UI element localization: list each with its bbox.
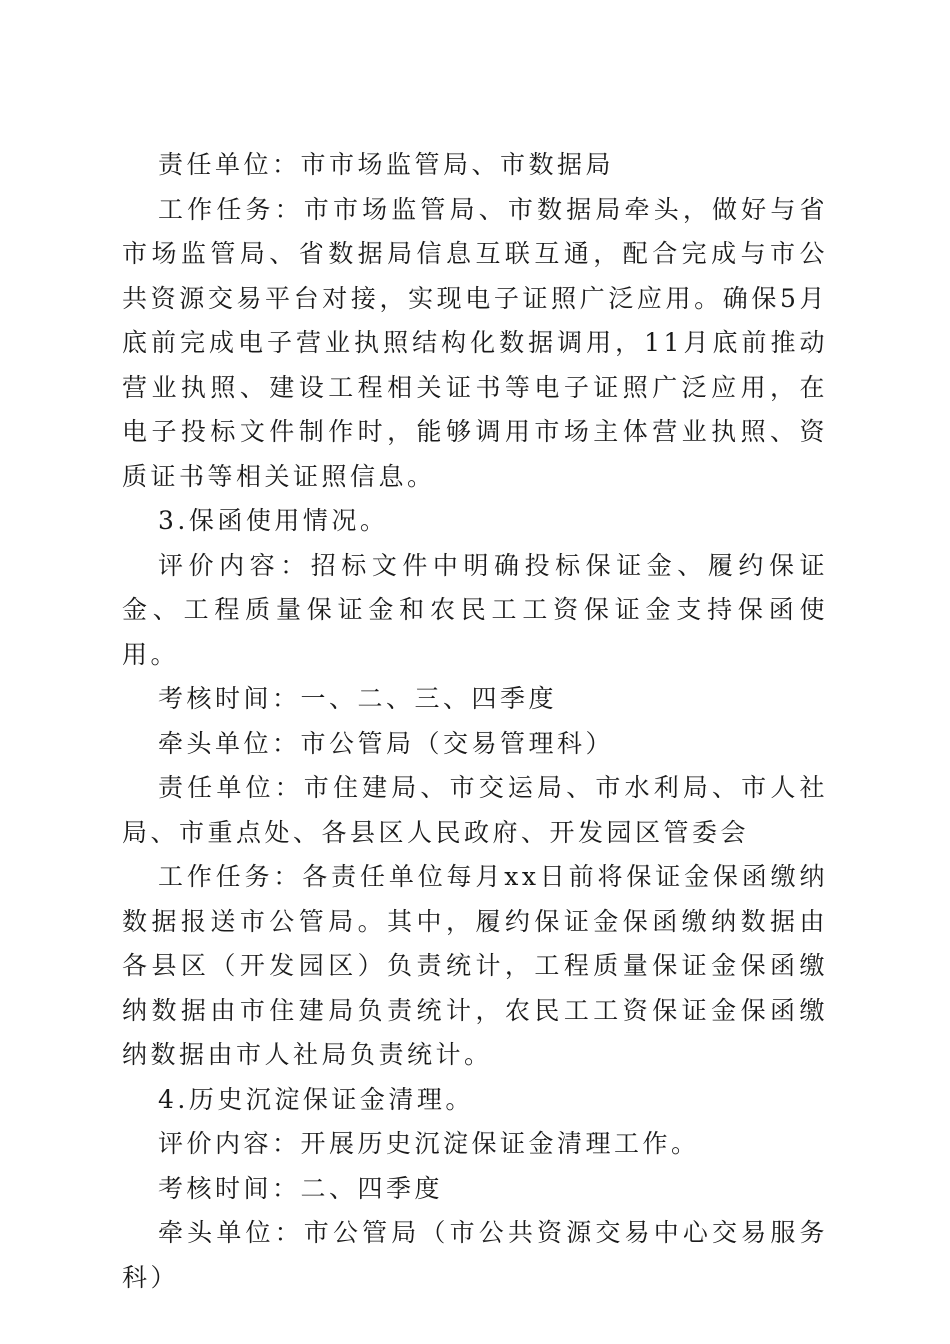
paragraph-evaluation-content-1: 评价内容：招标文件中明确投标保证金、履约保证金、工程质量保证金和农民工工资保证金支持保函使用。 bbox=[122, 550, 828, 669]
paragraph-evaluation-content-2: 评价内容：开展历史沉淀保证金清理工作。 bbox=[158, 1129, 700, 1158]
document-body bbox=[122, 143, 828, 1300]
paragraph-lead-unit-2: 牵头单位：市公管局（市公共资源交易中心交易服务科） bbox=[122, 1218, 828, 1292]
paragraph-responsible-unit-2: 责任单位：市住建局、市交运局、市水利局、市人社局、市重点处、各县区人民政府、开发园区管委会 bbox=[122, 773, 828, 847]
paragraph-work-task-1: 工作任务：市市场监管局、市数据局牵头，做好与省市场监管局、省数据局信息互联互通，配合完成与市公共资源交易平台对接，实现电子证照广泛应用。确保5月底前完成电子营业执照结构化数据调用，11月底前推动营业执照、建设工程相关证书等电子证照广泛应用，在电子投标文件制作时，能够调用市场主体营业执照、资质证书等相关证照信息。 bbox=[122, 194, 828, 491]
paragraph-assessment-time-1: 考核时间：一、二、三、四季度 bbox=[158, 684, 558, 713]
paragraph-work-task-2: 工作任务：各责任单位每月xx日前将保证金保函缴纳数据报送市公管局。其中，履约保证金保函缴纳数据由各县区（开发园区）负责统计，工程质量保证金保函缴纳数据由市住建局负责统计，农民工工资保证金保函缴纳数据由市人社局负责统计。 bbox=[122, 862, 828, 1069]
paragraph-responsible-unit-1: 责任单位：市市场监管局、市数据局 bbox=[158, 150, 615, 179]
paragraph-lead-unit-1: 牵头单位：市公管局（交易管理科） bbox=[158, 728, 615, 758]
section-heading-guarantee-usage: 3.保函使用情况。 bbox=[158, 506, 389, 535]
paragraph-assessment-time-2: 考核时间：二、四季度 bbox=[158, 1173, 444, 1203]
section-heading-deposit-cleanup: 4.历史沉淀保证金清理。 bbox=[158, 1084, 474, 1114]
